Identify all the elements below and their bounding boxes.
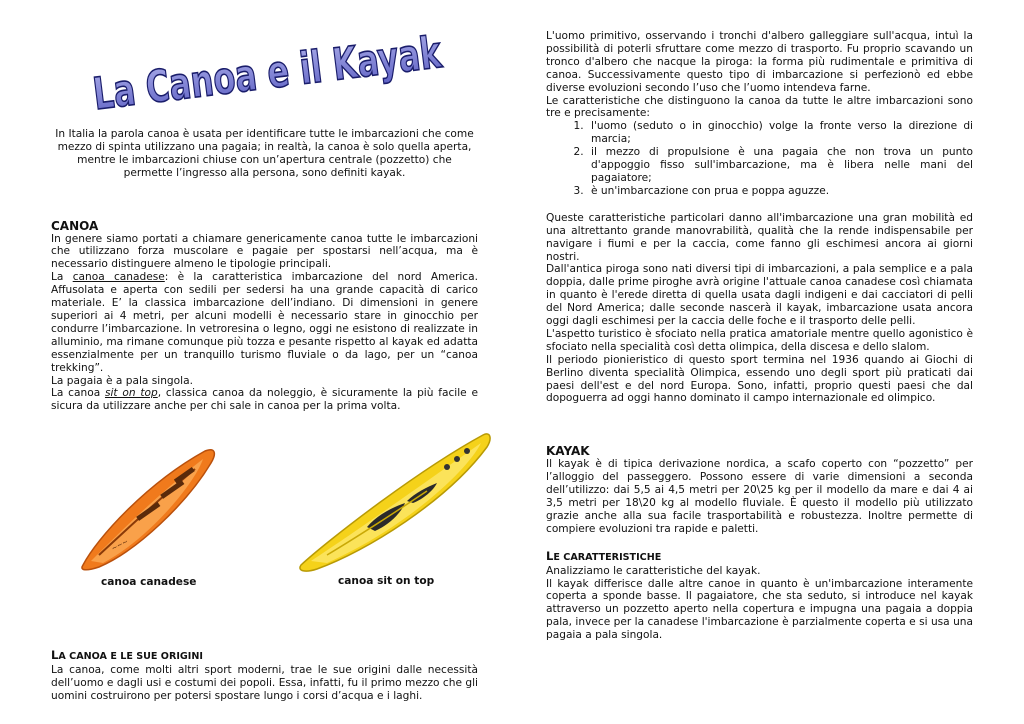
history-paragraph-5: L'aspetto turistico è sfociato nella pratica amatoriale mentre quello agonistico è sfociato nella specialità così detta olimpica, della discesa e dello slalom. xyxy=(546,327,973,353)
term-sit-on-top: sit on top xyxy=(104,387,158,400)
term-canoa-canadese: canoa canadese xyxy=(72,271,165,284)
kayak-subheading: LE CARATTERISTICHE xyxy=(546,548,662,563)
list-item: 2. il mezzo di propulsione è una pagaia che non trova un punto d'appoggio fisso sull'imbarcazione, ma è libera nelle mani del pagaiatore; xyxy=(587,146,973,185)
kayak-paragraph-3: Il kayak differisce dalle altre canoe in quanto è un'imbarcazione interamente coperta a sponde basse. Il pagaiatore, che sta seduto, si introduce nel kayak attraverso un pozzetto aperto nella copertura e impugna una pagaia a doppia pala, invece per la canadese l'imbarcazione è parzialmente coperta e si usa una pagaia a pala singola. xyxy=(546,577,973,642)
wordart-title xyxy=(89,10,576,122)
page-title: La Canoa e il Kayak xyxy=(90,10,576,121)
kayak-image xyxy=(297,431,492,571)
history-paragraph-3: Queste caratteristiche particolari danno all'imbarcazione una gran mobilità ed una altrettanto grande manovrabilità, qualità che la rende indispensabile per navigare i fiumi e per la caccia, come fanno gli eschimesi ancora ai giorni nostri. xyxy=(546,211,973,263)
kayak-paragraph-2: Analizziamo le caratteristiche del kayak. xyxy=(546,564,761,577)
left-column xyxy=(51,10,576,703)
svg-text:~~~: ~~~ xyxy=(110,537,130,553)
canoa-paragraph-1: In genere siamo portati a chiamare genericamente canoa tutte le imbarcazioni che utilizzano forza muscolare e pagaie per spostarsi nell’acqua, ma è necessario distinguere almeno le tipologie principali. xyxy=(51,232,478,271)
canoa-paragraph-3: La pagaia è a pala singola. xyxy=(51,374,193,387)
intro-paragraph: In Italia la parola canoa è usata per identificare tutte le imbarcazioni che come mezzo di spinta utilizzano una pagaia; in realtà, la canoa è solo quella aperta, mentre le imbarcazioni chiuse con un’apertura centrale (pozzetto) che permette l’ingresso alla persona, sono definiti kayak. xyxy=(55,128,474,179)
list-item: 1. l'uomo (seduto o in ginocchio) volge la fronte verso la direzione di marcia; xyxy=(587,120,973,146)
kayak-paragraph-1: Il kayak è di tipica derivazione nordica, a scafo coperto con “pozzetto” per l’alloggio del passeggero. Possono essere di varie dimensioni a seconda dell’utilizzo: dai 5,5 ai 4,5 metri per 20\25 kg per il modello da mare e dai 4 ai 3,5 metri per 18\20 kg al modello fluviale. È questo il modello più utilizzato grazie anche alla sua facile trasportabilità e robustezza. Inoltre permette di compiere evoluzioni tra rapide e paletti. xyxy=(546,458,973,535)
origini-paragraph: La canoa, come molti altri sport moderni, trae le sue origini dalle necessità dell’uomo e dagli usi e costumi dei popoli. Essa, infatti, fu il primo mezzo che gli uomini costruirono per potersi spostare lungo i corsi d’acqua e i laghi. xyxy=(51,664,478,702)
list-item: 3. è un'imbarcazione con prua e poppa aguzze. xyxy=(587,185,973,198)
title-block xyxy=(51,10,576,128)
boat-images xyxy=(51,443,478,649)
origini-heading: LA CANOA E LE SUE ORIGINI xyxy=(51,648,203,663)
history-paragraph-1: L'uomo primitivo, osservando i tronchi d'albero galleggiare sull'acqua, intuì la possibilità di poterli sfruttare come mezzo di trasporto. Fu proprio scavando un tronco d'albero che nacque la piroga: la forma più rudimentale e primitiva di canoa. Successivamente questo tipo di imbarcazione si perfezionò ed ebbe diverse evoluzioni secondo l’uso che l’uomo intendeva farne. xyxy=(546,30,973,94)
right-column xyxy=(546,30,973,642)
canoe-image xyxy=(77,443,217,571)
history-paragraph-4: Dall'antica piroga sono nati diversi tipi di imbarcazioni, a pala semplice e a pala doppia, dalle prime piroghe avrà origine l'attuale canoa canadese così chiamata in quanto è l'erede diretta di quella usata dagli indigeni e dai cacciatori di pelli del Nord America; dalle seconde nascerà il kayak, imbarcazione usata ancora oggi dagli eschimesi per la caccia delle foche e il trasporto delle pelli. xyxy=(546,263,973,328)
canoa-heading: CANOA xyxy=(51,218,99,233)
caption-sit-on-top: canoa sit on top xyxy=(338,575,435,588)
history-paragraph-6: Il periodo pionieristico di questo sport termina nel 1936 quando ai Giochi di Berlino diventa specialità Olimpica, essendo uno degli sport più praticati dai paesi dell'est e del nord Europa. Sono, infatti, proprio questi paesi che dal dopoguerra ad oggi hanno dominato il campo internazionale ed olimpico. xyxy=(546,353,973,405)
history-paragraph-2: Le caratteristiche che distinguono la canoa da tutte le altre imbarcazioni sono tre e precisamente: xyxy=(546,94,973,120)
caption-canoa-canadese: canoa canadese xyxy=(101,576,197,589)
kayak-heading: KAYAK xyxy=(546,444,590,459)
characteristics-list xyxy=(546,120,973,197)
canoa-paragraph-2: La canoa canadese: è la caratteristica imbarcazione del nord America. Affusolata e aperta con sedili per sedersi ha una grande capacità di carico materiale. E’ la classica imbarcazione dell’indiano. Di dimensioni in genere superiori ai 4 metri, per alcuni modelli è necessario stare in ginocchio per condurre l’imbarcazione. In vetroresina o legno, oggi ne esistono di realizzate in alluminio, ma rimane comunque più tozza e pesante rispetto al kayak ed adatta essenzialmente per un tranquillo turismo fluviale o da lago, per un “canoa trekking”. xyxy=(51,271,478,374)
canoa-paragraph-4: La canoa sit on top, classica canoa da noleggio, è sicuramente la più facile e sicura da utilizzare anche per chi sale in canoa per la prima volta. xyxy=(51,387,478,413)
